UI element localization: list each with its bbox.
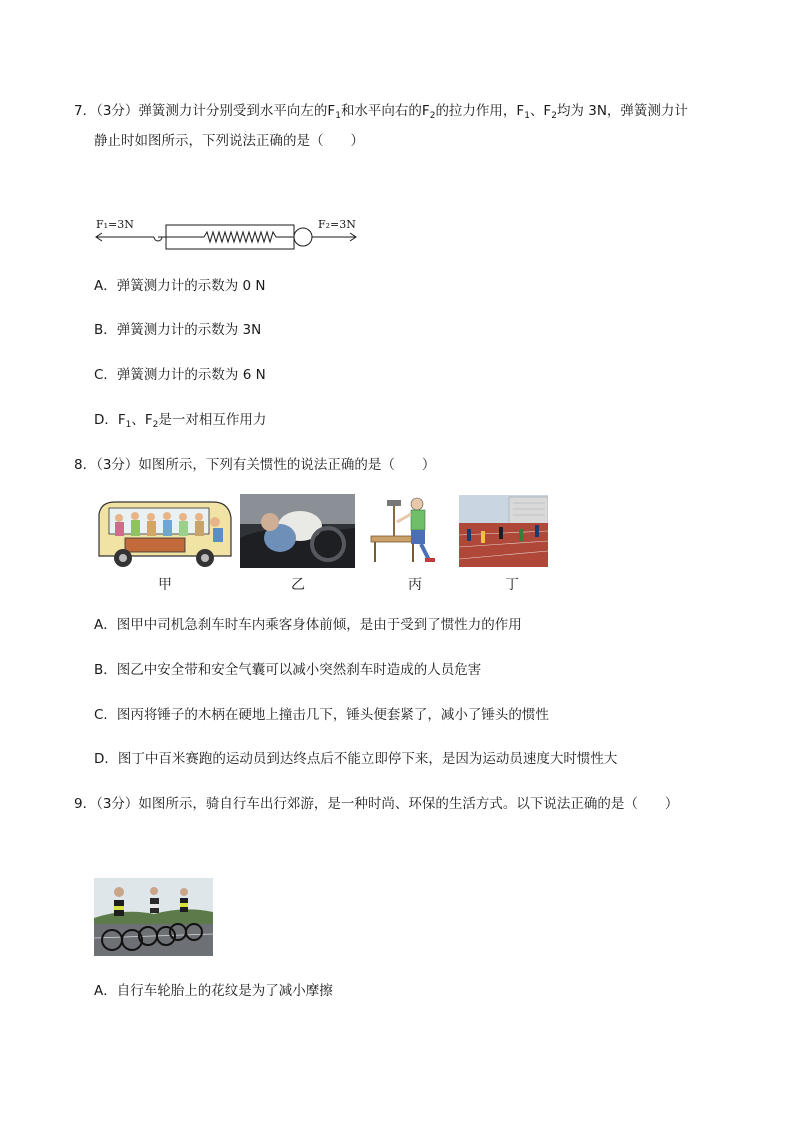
q7-stem-text-3: 的拉力作用，F [435, 103, 525, 119]
q8-option-d[interactable]: D．图丁中百米赛跑的运动员到达终点后不能立即停下来，是因为运动员速度大时惯性大 [94, 751, 618, 767]
q7-option-c[interactable]: C．弹簧测力计的示数为 6 N [94, 367, 266, 383]
q7-sub: 1 [524, 111, 530, 121]
q7-option-b[interactable]: B．弹簧测力计的示数为 3N [94, 322, 262, 338]
q7-option-d-sub: 2 [152, 420, 159, 430]
q7-option-a[interactable]: A．弹簧测力计的示数为 0 N [94, 278, 266, 294]
q7-stem-text-2: 和水平向右的F [340, 103, 430, 119]
q7-option-d-text: D．F [94, 412, 126, 428]
q7-stem-text-4: 、F [529, 103, 552, 119]
figure-bing-hammer [367, 492, 447, 570]
figure-yi-airbag [240, 494, 355, 568]
q7-option-d-text: 是一对相互作用力 [158, 412, 267, 428]
q7-stem-text-1: 弹簧测力计分别受到水平向左的F [138, 103, 336, 119]
q8-option-b[interactable]: B．图乙中安全带和安全气囊可以减小突然刹车时造成的人员危害 [94, 662, 482, 678]
q8-stem: 8．（3分）如图所示，下列有关惯性的说法正确的是（ ） [74, 457, 436, 473]
q7-option-d-sub: 1 [125, 420, 132, 430]
q7-sub: 2 [429, 111, 436, 121]
q8-option-c[interactable]: C．图丙将锤子的木柄在硬地上撞击几下，锤头便套紧了，减小了锤头的惯性 [94, 707, 549, 723]
q9-stem: 9．（3分）如图所示，骑自行车出行郊游，是一种时尚、环保的生活方式。以下说法正确的是（ ） [74, 796, 679, 812]
q7-score: （3分） [96, 103, 139, 119]
q7-stem-text-5: 均为 3N，弹簧测力计 [556, 103, 688, 119]
spring-scale-figure [94, 212, 364, 256]
q7-option-d-text: 、F [131, 412, 153, 428]
caption-yi: 乙 [291, 577, 305, 593]
force-f1-label: F₁=3N [96, 218, 134, 231]
q7-sub: 1 [335, 111, 341, 121]
caption-ding: 丁 [505, 577, 519, 593]
spring-coil [204, 232, 276, 242]
q7-option-d[interactable] [94, 411, 266, 434]
q7-sub: 2 [551, 111, 557, 121]
caption-bing: 丙 [408, 577, 422, 593]
scale-ring [294, 228, 312, 246]
caption-jia: 甲 [158, 577, 172, 593]
q7-number: 7． [74, 103, 97, 119]
force-f2-label: F₂=3N [318, 218, 356, 231]
figure-jia-bus [95, 496, 235, 570]
q7-stem-line2: 静止时如图所示，下列说法正确的是（ ） [94, 133, 364, 149]
figure-ding-track [459, 495, 548, 567]
q8-option-a[interactable]: A．图甲中司机急刹车时车内乘客身体前倾，是由于受到了惯性力的作用 [94, 617, 522, 633]
q9-option-a[interactable]: A．自行车轮胎上的花纹是为了减小摩擦 [94, 983, 333, 999]
figure-cyclists [94, 878, 213, 956]
